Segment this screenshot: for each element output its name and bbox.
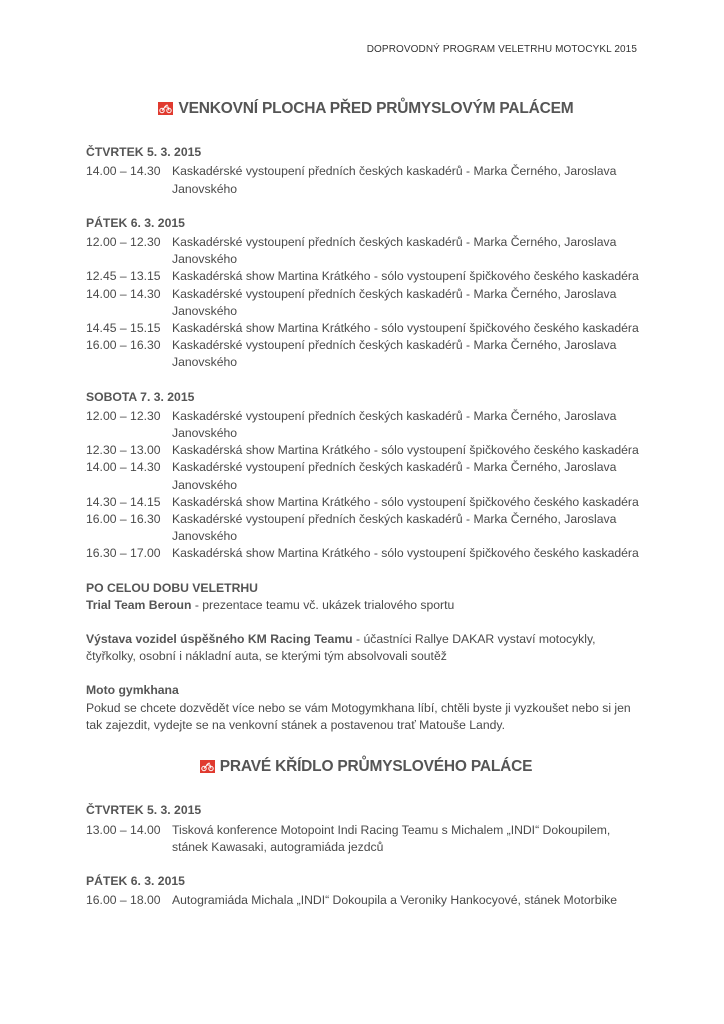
schedule-time: 13.00 – 14.00 (86, 822, 161, 837)
schedule-row (86, 320, 646, 337)
day-title: SOBOTA 7. 3. 2015 (86, 389, 195, 404)
schedule-time: 14.00 – 14.30 (86, 164, 161, 179)
schedule-desc: Kaskadérská show Martina Krátkého - sólo vystoupení špičkového českého kaskadéra (172, 546, 639, 561)
schedule-desc: Kaskadérské vystoupení předních českých kaskadérů - Marka Černého, Jaroslava Janovského (172, 338, 617, 370)
exhibition-title: Výstava vozidel úspěšného KM Racing Teamu (86, 632, 353, 647)
schedule-desc: Kaskadérské vystoupení předních českých kaskadérů - Marka Černého, Jaroslava Janovského (172, 286, 617, 318)
schedule-desc: Kaskadérské vystoupení předních českých kaskadérů - Marka Černého, Jaroslava Janovského (172, 408, 617, 441)
day-title: PÁTEK 6. 3. 2015 (86, 215, 185, 230)
schedule-row (86, 408, 646, 442)
all-fair-title: PO CELOU DOBU VELETRHU (86, 580, 258, 595)
schedule-row (86, 442, 646, 459)
running-header: DOPROVODNÝ PROGRAM VELETRHU MOTOCYKL 2015 (366, 44, 637, 55)
day-block (86, 389, 646, 563)
schedule-row (86, 459, 646, 493)
exhibition-block (86, 631, 646, 665)
schedule-row (86, 234, 646, 268)
gymkhana-title: Moto gymkhana (86, 683, 179, 698)
day-block (86, 144, 646, 198)
schedule-time: 16.00 – 16.30 (86, 338, 161, 353)
schedule-desc: Kaskadérské vystoupení předních českých kaskadérů - Marka Černého, Jaroslava Janovského (172, 164, 617, 196)
schedule-time: 14.00 – 14.30 (86, 286, 161, 301)
schedule-row (86, 511, 646, 545)
schedule-time: 12.00 – 12.30 (86, 408, 161, 423)
trial-team-paragraph (86, 597, 646, 614)
schedule-time: 12.45 – 13.15 (86, 269, 161, 284)
schedule-row (86, 892, 646, 909)
schedule-desc: Kaskadérská show Martina Krátkého - sólo vystoupení špičkového českého kaskadéra (172, 321, 639, 336)
motorcycle-icon (200, 760, 215, 773)
section-heading-outdoor (86, 100, 646, 117)
day-block (86, 215, 646, 372)
schedule-time: 14.45 – 15.15 (86, 321, 161, 336)
all-fair-block (86, 580, 646, 614)
schedule-desc: Kaskadérské vystoupení předních českých kaskadérů - Marka Černého, Jaroslava Janovského (172, 512, 617, 544)
schedule-row (86, 286, 646, 320)
schedule-row (86, 545, 646, 562)
gymkhana-block (86, 682, 646, 734)
section-heading-text: VENKOVNÍ PLOCHA PŘED PRŮMYSLOVÝM PALÁCEM (178, 100, 574, 117)
schedule-time: 14.00 – 14.30 (86, 460, 161, 475)
exhibition-desc: - účastníci Rallye DAKAR vystaví motocykly, čtyřkolky, osobní i nákladní auta, se kterými tým absolvovali soutěž (86, 632, 596, 664)
trial-team-desc: - prezentace teamu vč. ukázek trialového sportu (191, 597, 455, 612)
schedule-time: 12.30 – 13.00 (86, 443, 161, 458)
schedule-row (86, 494, 646, 511)
schedule-desc: Kaskadérská show Martina Krátkého - sólo vystoupení špičkového českého kaskadéra (172, 494, 639, 509)
schedule-time: 16.00 – 16.30 (86, 512, 161, 527)
motorcycle-icon (158, 102, 173, 115)
schedule-row (86, 822, 646, 856)
trial-team-name: Trial Team Beroun (86, 597, 192, 612)
day-block (86, 802, 646, 856)
gymkhana-text: Pokud se chcete dozvědět více nebo se vám Motogymkhana líbí, chtěli byste ji vyzkoušet nebo si jen tak zajezdit, vydejte se na venkovní stánek a postavenou trať Matouše Landy. (86, 700, 631, 732)
schedule-row (86, 268, 646, 285)
schedule-desc: Autogramiáda Michala „INDI“ Dokoupila a Veroniky Hankocyové, stánek Motorbike (172, 893, 618, 908)
day-title: PÁTEK 6. 3. 2015 (86, 873, 185, 888)
exhibition-paragraph (86, 631, 646, 665)
schedule-time: 16.00 – 18.00 (86, 893, 161, 908)
schedule-time: 14.30 – 14.15 (86, 494, 161, 509)
schedule-desc: Kaskadérská show Martina Krátkého - sólo vystoupení špičkového českého kaskadéra (172, 443, 639, 458)
day-title: ČTVRTEK 5. 3. 2015 (86, 803, 202, 818)
schedule-desc: Kaskadérské vystoupení předních českých kaskadérů - Marka Černého, Jaroslava Janovského (172, 460, 617, 492)
schedule-time: 12.00 – 12.30 (86, 235, 161, 250)
schedule-row (86, 163, 646, 197)
schedule-desc: Kaskadérské vystoupení předních českých kaskadérů - Marka Černého, Jaroslava Janovského (172, 235, 617, 267)
day-title: ČTVRTEK 5. 3. 2015 (86, 145, 202, 160)
schedule-row (86, 337, 646, 371)
schedule-desc: Tisková konference Motopoint Indi Racing Teamu s Michalem „INDI“ Dokoupilem, stánek Kawasaki, autogramiáda jezdců (172, 822, 611, 854)
section-heading-right-wing (86, 758, 646, 775)
document-content (86, 100, 646, 926)
section-heading-text: PRAVÉ KŘÍDLO PRŮMYSLOVÉHO PALÁCE (219, 758, 533, 776)
schedule-desc: Kaskadérská show Martina Krátkého - sólo vystoupení špičkového českého kaskadéra (172, 269, 639, 284)
schedule-time: 16.30 – 17.00 (86, 546, 161, 561)
day-block (86, 873, 646, 909)
